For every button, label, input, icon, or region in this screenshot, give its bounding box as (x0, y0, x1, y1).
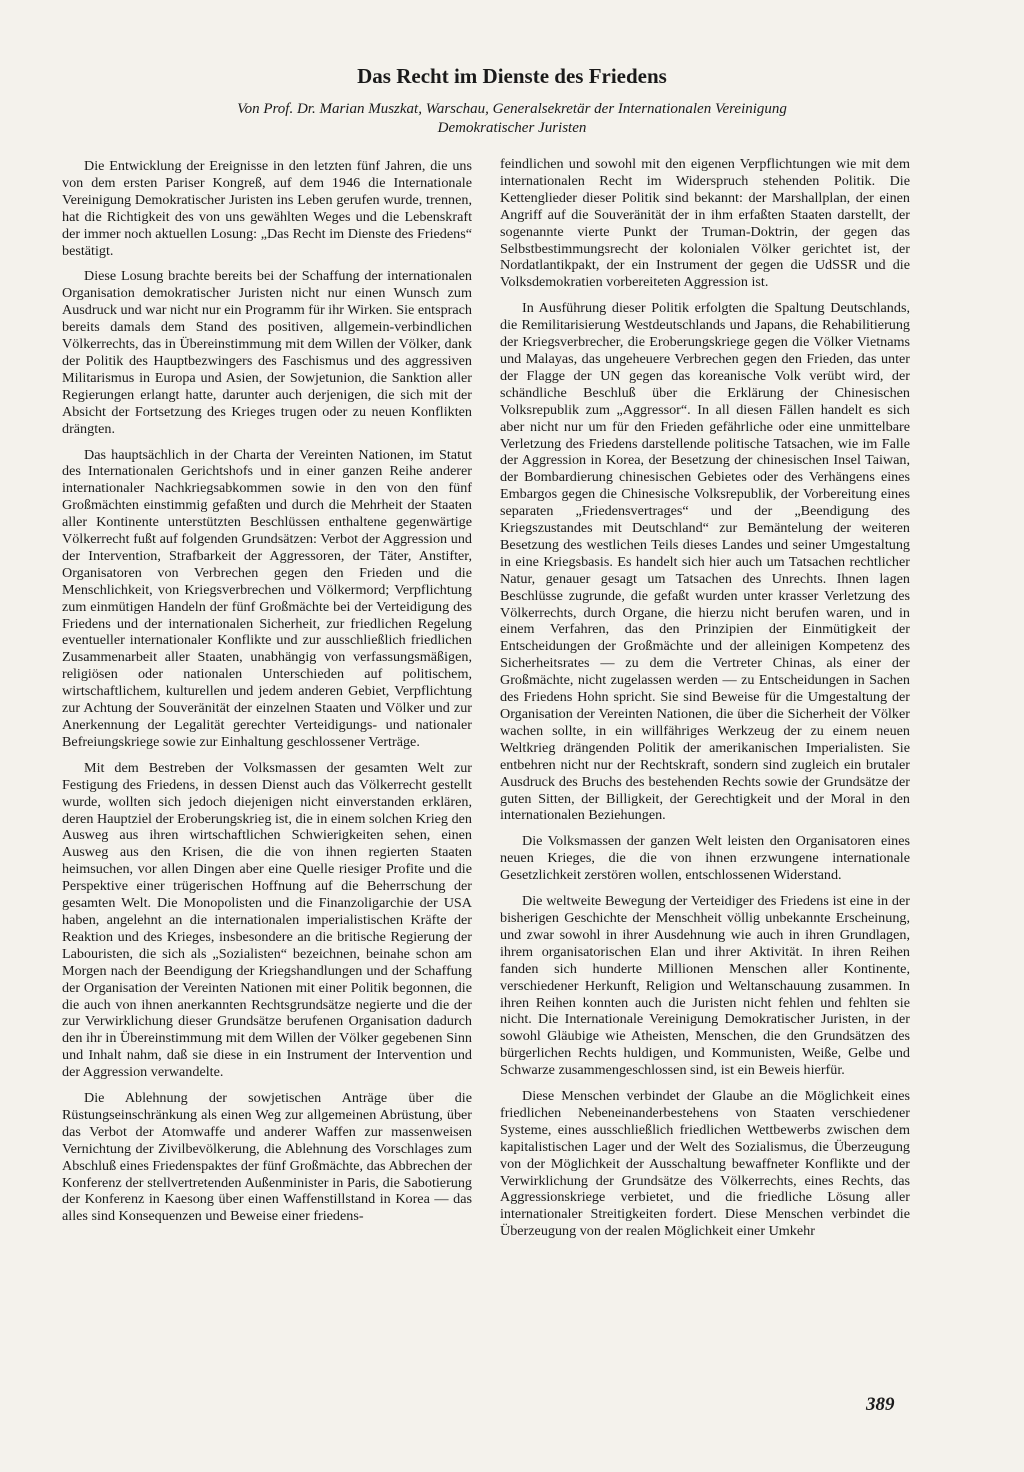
page-number: 389 (866, 1394, 895, 1415)
paragraph: Die Volksmassen der ganzen Welt leisten den Organisatoren eines neuen Krieges, die die von ihnen erzwungene internationale Gesetzlichkeit zerstören wollen, entschlossenen Widerstand. (500, 833, 910, 884)
byline-line-1: Von Prof. Dr. Marian Muszkat, Warschau, Generalsekretär der Internationalen Vereinigung (237, 101, 787, 117)
paragraph: Diese Losung brachte bereits bei der Schaffung der internationalen Organisation demokratischer Juristen nicht nur einen Wunsch zum Ausdruck und war nicht nur ein Programm für ihr Wirken. Sie entsprach bereits damals dem Stand des positiven, allgemein-verbindlichen Völkerrechts, das in Übereinstimmung mit dem Willen der Völker, dank der Politik des Hauptbezwingers des Faschismus und des aggressiven Militarismus in Europa und Asien, der Sowjetunion, die Sanktion aller Regierungen erlangt hatte, darunter auch derjenigen, die sich mit der Absicht der Fortsetzung des Krieges trugen oder zu neuen Konflikten drängten. (62, 268, 472, 437)
paragraph-continued: feindlichen und sowohl mit den eigenen Verpflichtungen wie mit dem internationalen Recht im Widerspruch stehenden Politik. Die Kettenglieder dieser Politik sind bekannt: der Marshallplan, der einen Angriff auf die Souveränität der in ihm erfaßten Staaten darstellt, der sogenannte vierte Punkt der Truman-Doktrin, der gegen das Selbstbestimmungsrecht der kolonialen Völker gerichtet ist, der Nordatlantikpakt, der ein Instrument der gegen die UdSSR und die Volksdemokratien vorbereiteten Aggression ist. (500, 156, 910, 291)
article-byline (100, 100, 924, 138)
right-column (500, 156, 910, 1249)
paragraph: Mit dem Bestreben der Volksmassen der gesamten Welt zur Festigung des Friedens, in dessen Dienst auch das Völkerrecht gestellt wurde, wollten sich jedoch diejenigen nicht einverstanden erklären, deren Hauptziel der Eroberungskrieg ist, die in einem solchen Krieg den Ausweg aus ihren wirtschaftlichen Schwierigkeiten sehen, einen Ausweg aus den Krisen, die die von ihnen regierten Staaten heimsuchen, vor allen Dingen aber eine Quelle riesiger Profite und die Perspektive einer trügerischen Hoffnung auf die Beherrschung der gesamten Welt. Die Monopolisten und die Finanzoligarchie der USA haben, angelehnt an die internationalen imperialistischen Kräfte der Reaktion und des Krieges, insbesondere an die britische Regierung der Labouristen, die sich als „Sozialisten“ bezeichnen, beinahe schon am Morgen nach der Beendigung der Kriegshandlungen und der Schaffung der Organisation der Vereinten Nationen mit einer Politik begonnen, die die auch von ihnen anerkannten Rechtsgrundsätze negierte und die der zur Verwirklichung dieser Grundsätze berufenen Organisation dadurch den ihr in Übereinstimmung mit dem Willen der Völker gegebenen Sinn und Inhalt nahm, daß sie diese in ein Instrument der Intervention und der Aggression verwandelte. (62, 759, 472, 1081)
paragraph: Die weltweite Bewegung der Verteidiger des Friedens ist eine in der bisherigen Geschichte der Menschheit völlig unbekannte Erscheinung, und zwar sowohl in ihrer Ausdehnung wie auch in ihren Grundlagen, ihrem organisatorischen Elan und ihrer Aktivität. In ihren Reihen fanden sich hunderte Millionen Menschen aller Kontinente, verschiedener Herkunft, Religion und Weltanschauung zusammen. In ihren Reihen konnten auch die Juristen nicht fehlen und fehlten sie nicht. Die Internationale Vereinigung Demokratischer Juristen, in der sowohl Gläubige wie Atheisten, Menschen, die den Grundsätzen des bürgerlichen Rechts huldigen, und Kommunisten, Weiße, Gelbe und Schwarze zusammengeschlossen sind, ist ein Beweis hierfür. (500, 893, 910, 1079)
paragraph: In Ausführung dieser Politik erfolgten die Spaltung Deutschlands, die Remilitarisierung Westdeutschlands und Japans, die Rehabilitierung der Kriegsverbrecher, die Eroberungskriege gegen die Völker Vietnams und Malayas, das ungeheuere Verbrechen gegen den Frieden, das unter der Flagge der UN gegen das koreanische Volk verübt wird, der schändliche Beschluß über die Erklärung der Chinesischen Volksrepublik zum „Aggressor“. In all diesen Fällen handelt es sich aber nicht nur um für den Frieden gefährliche oder eine unmittelbare Verletzung des Friedens darstellende politische Tatsachen, wie im Falle der Aggression in Korea, der Besetzung der chinesischen Insel Taiwan, der Bombardierung chinesischen Gebietes oder des Verhängens eines Embargos gegen die Chinesische Volksrepublik, der Vorbereitung eines separaten „Friedensvertrages“ und der „Beendigung des Kriegszustandes mit Deutschland“ zur Bemäntelung der weiteren Besetzung des westlichen Teils dieses Landes und seiner Umgestaltung in eine Kriegsbasis. Es handelt sich hier auch um Tatsachen rechtlicher Natur, genauer gesagt um Tatsachen des Unrechts. Ihnen lagen Beschlüsse zugrunde, die gefaßt wurden unter krasser Verletzung des Völkerrechts, durch Organe, die hierzu nicht berufen waren, und in einem Verfahren, das den Prinzipien der Einmütigkeit der Entscheidungen der Großmächte und der alleinigen Kompetenz des Sicherheitsrates — zu dem die Vertreter Chinas, als einer der Großmächte, nicht zugelassen werden — zu Entscheidungen in Sachen des Friedens Hohn spricht. Sie sind Beweise für die Umgestaltung der Organisation der Vereinten Nationen, die über die Sicherheit der Völker wachen sollte, in ein willfähriges Werkzeug der zu einem neuen Weltkrieg drängenden Politik der amerikanischen Imperialisten. Sie entbehren nicht nur der Rechtskraft, sondern sind zugleich ein brutaler Ausdruck des Bruchs des bestehenden Rechts sowie der Grundsätze der guten Sitten, der Billigkeit, der Gerechtigkeit und der Moral in den internationalen Beziehungen. (500, 300, 910, 824)
paragraph: Das hauptsächlich in der Charta der Vereinten Nationen, im Statut des Internationalen Gerichtshofs und in einer ganzen Reihe anderer internationaler Nachkriegsabkommen sowie in den von den fünf Großmächten einstimmig gefaßten und durch die Mehrheit der Staaten aller Kontinente unterstützten Beschlüssen enthaltene gegenwärtige Völkerrecht fußt auf folgenden Grundsätzen: Verbot der Aggression und der Intervention, Strafbarkeit der Aggressoren, der Täter, Anstifter, Organisatoren von Verbrechen gegen den Frieden und die Menschlichkeit, von Kriegsverbrechen und Völkermord; Verpflichtung zum einmütigen Handeln der fünf Großmächte bei der Verteidigung des Friedens und der internationalen Sicherheit, zur friedlichen Regelung eventueller internationaler Konflikte und zur ausschließlich friedlichen Zusammenarbeit aller Staaten, unabhängig von verfassungsmäßigen, religiösen oder nationalen Unterschieden auf politischem, wirtschaftlichem, kulturellen und jedem anderen Gebiet, Verpflichtung zur Achtung der Souveränität der einzelnen Staaten und Völker und zur Anerkennung der Legalität gerechter Verteidigungs- und nationaler Befreiungskriege sowie zur Einhaltung geschlossener Verträge. (62, 446, 472, 750)
paragraph: Die Ablehnung der sowjetischen Anträge über die Rüstungseinschränkung als einen Weg zur allgemeinen Abrüstung, über das Verbot der Atomwaffe und anderer Waffen zur massenweisen Vernichtung der Zivilbevölkerung, die Ablehnung des Vorschlages zum Abschluß eines Friedenspaktes der fünf Großmächte, das Abbrechen der Konferenz der stellvertretenden Außenminister in Paris, die Sabotierung der Konferenz in Kaesong über einen Waffenstillstand in Korea — das alles sind Konsequenzen und Beweise einer friedens- (62, 1090, 472, 1225)
paragraph: Diese Menschen verbindet der Glaube an die Möglichkeit eines friedlichen Nebeneinanderbestehens von Staaten verschiedener Systeme, eines ausschließlich friedlichen Wettbewerbs zwischen dem kapitalistischen Lager und der Welt des Sozialismus, die Überzeugung von der Möglichkeit der Ausschaltung bewaffneter Konflikte und der Verwirklichung der Grundsätze des Völkerrechts, eines Rechts, das Aggressionskriege verbietet, und die friedliche Lösung aller internationaler Streitigkeiten fordert. Diese Menschen verbindet die Überzeugung von der realen Möglichkeit einer Umkehr (500, 1088, 910, 1240)
left-column (62, 158, 472, 1234)
article-title: Das Recht im Dienste des Friedens (357, 64, 667, 88)
paragraph: Die Entwicklung der Ereignisse in den letzten fünf Jahren, die uns von dem ersten Pariser Kongreß, auf dem 1946 die Internationale Vereinigung Demokratischer Juristen ins Leben gerufen wurde, trennen, hat die Richtigkeit des von uns gewählten Weges und die Lebenskraft der immer noch aktuellen Losung: „Das Recht im Dienste des Friedens“ bestätigt. (62, 158, 472, 259)
byline-line-2: Demokratischer Juristen (437, 120, 587, 136)
